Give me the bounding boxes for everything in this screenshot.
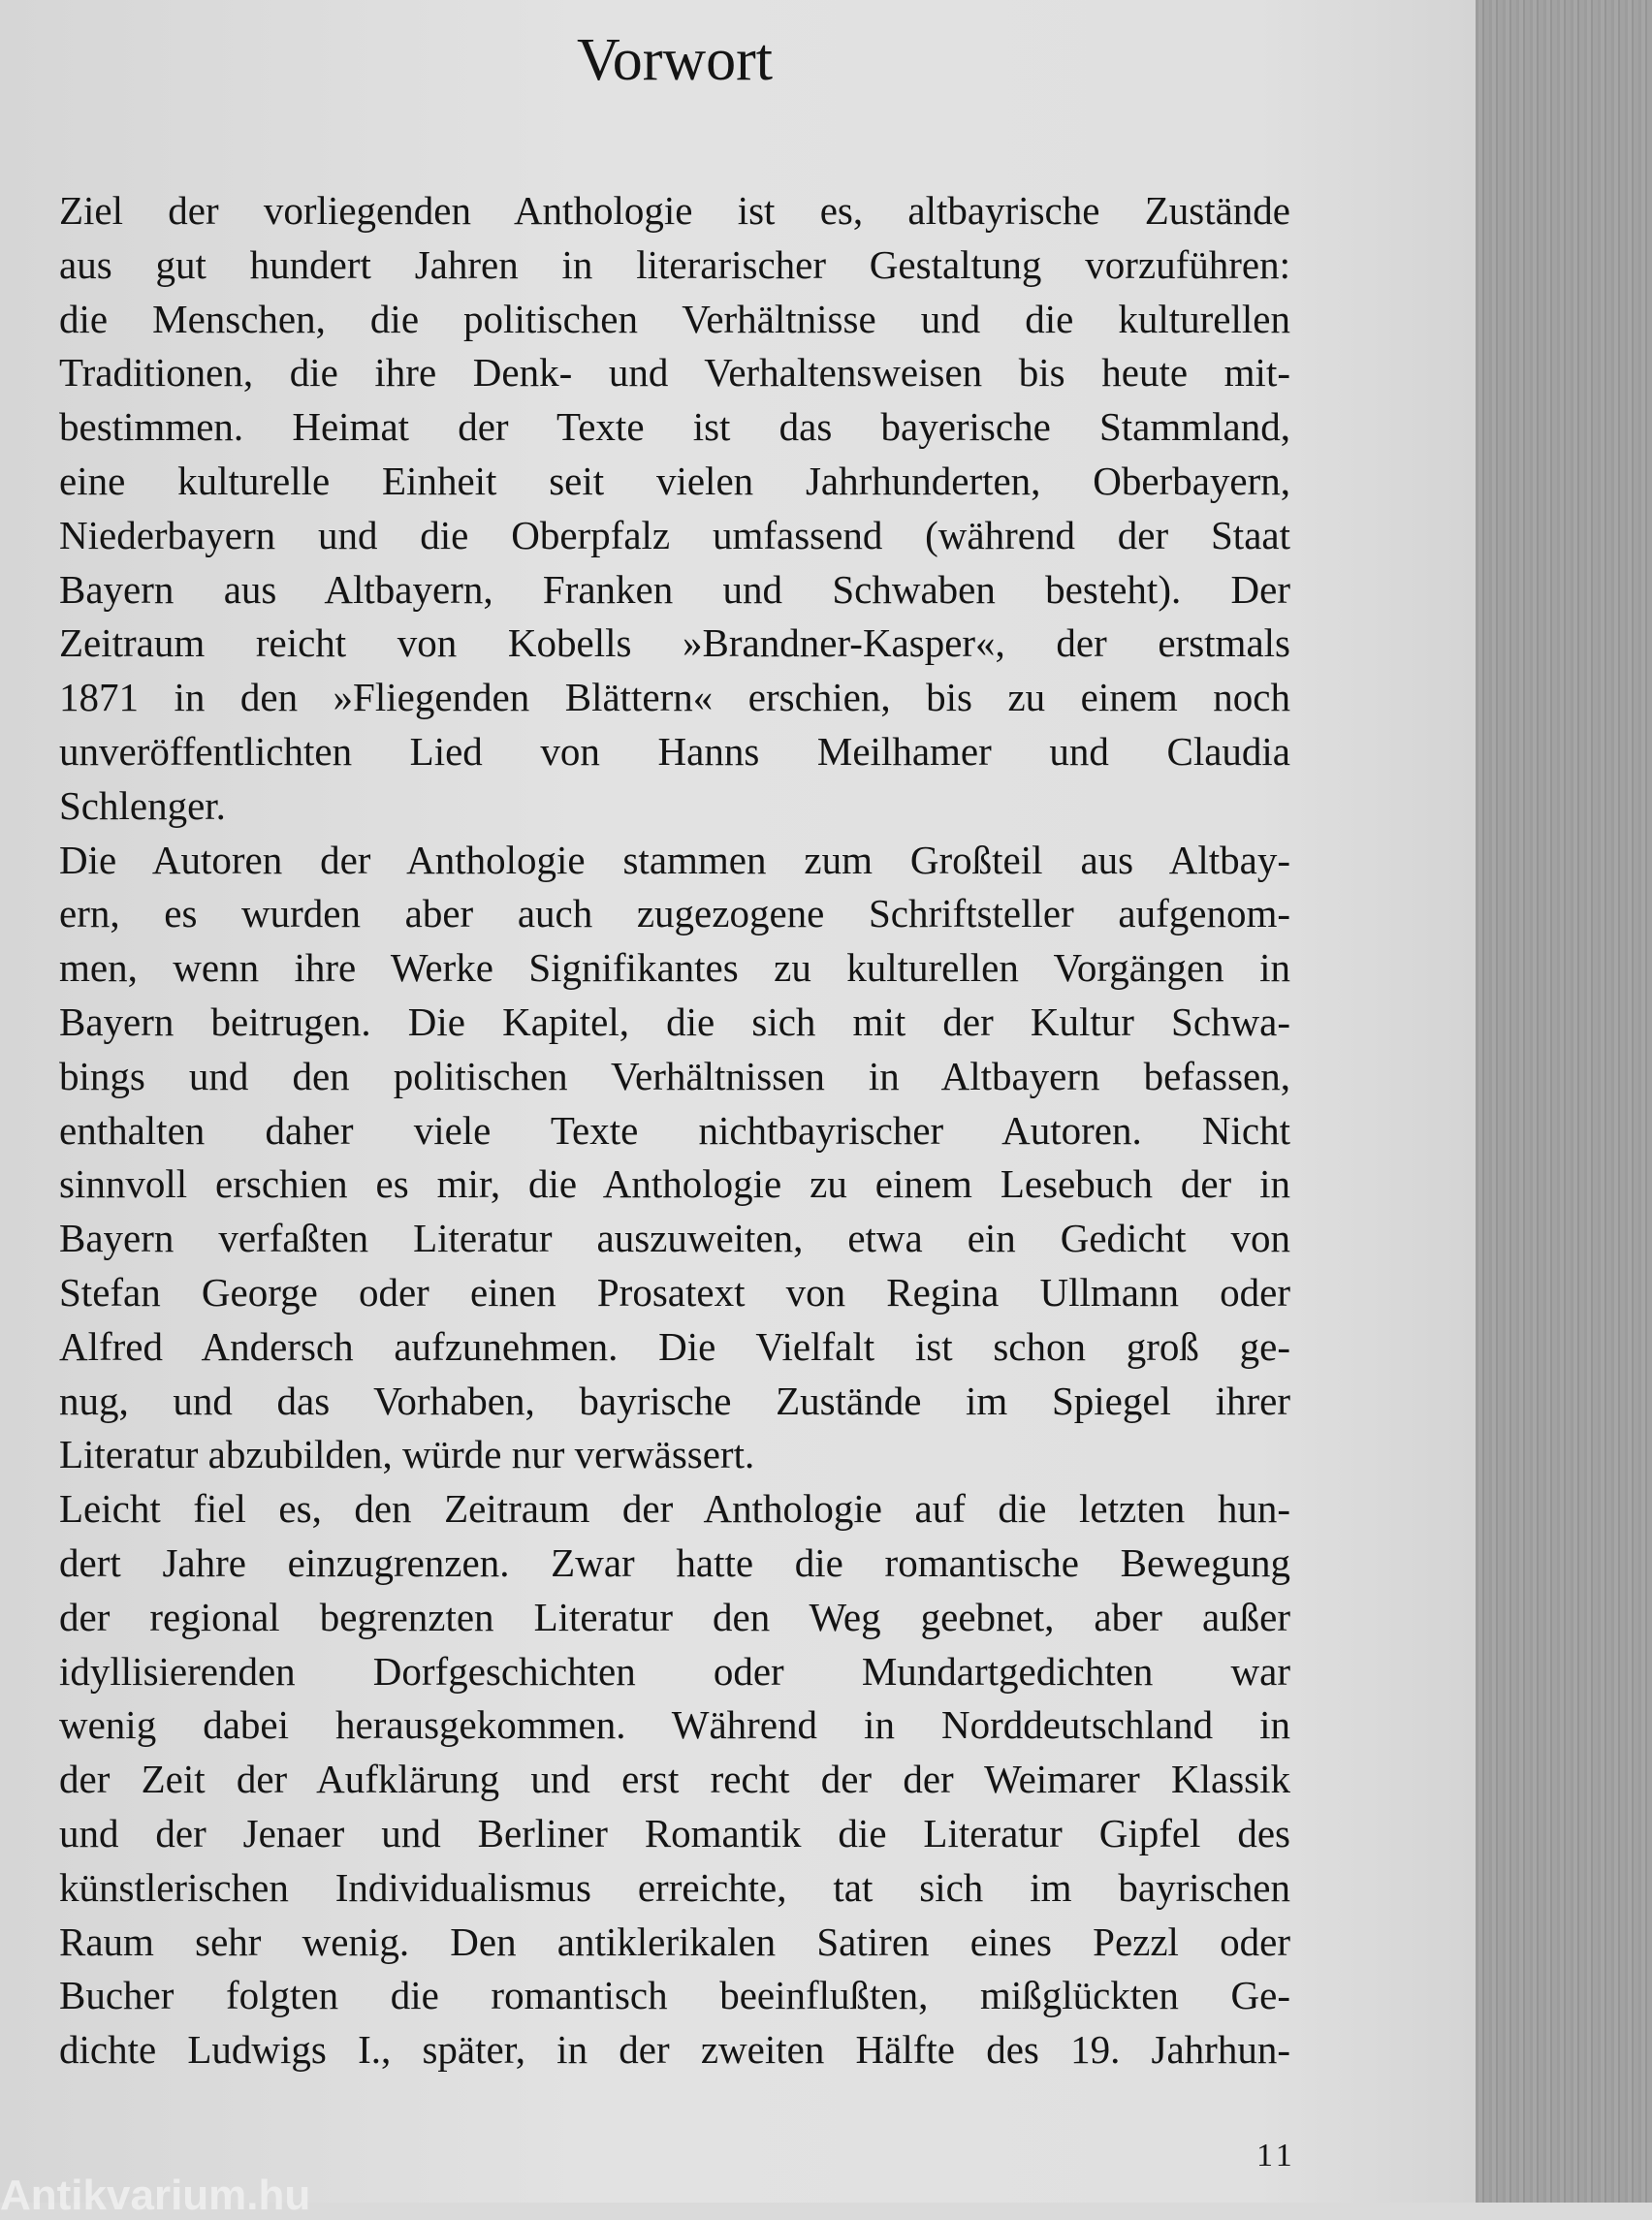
text-line: enthalten daher viele Texte nichtbayrischer Autoren. Nicht: [59, 1107, 1290, 1153]
text-line: bestimmen. Heimat der Texte ist das bayerische Stammland,: [59, 404, 1290, 450]
text-line: idyllisierenden Dorfgeschichten oder Mundartgedichten war: [59, 1648, 1290, 1694]
paragraph: [59, 1482, 1290, 2077]
text-line: Bayern aus Altbayern, Franken und Schwaben besteht). Der: [59, 566, 1290, 612]
background-surface: [1476, 0, 1652, 2203]
text-line: eine kulturelle Einheit seit vielen Jahrhunderten, Oberbayern,: [59, 458, 1290, 503]
text-line: Schlenger.: [59, 782, 226, 828]
watermark: Antikvarium.hu: [0, 2172, 311, 2219]
text-line: sinnvoll erschien es mir, die Anthologie zu einem Lesebuch der in: [59, 1161, 1290, 1207]
text-line: künstlerischen Individualismus erreichte, tat sich im bayrischen: [59, 1864, 1290, 1910]
text-line: Die Autoren der Anthologie stammen zum Großteil aus Altbay-: [59, 837, 1290, 882]
text-line: 1871 in den »Fliegenden Blättern« erschien, bis zu einem noch: [59, 675, 1290, 720]
text-line: Ziel der vorliegenden Anthologie ist es, altbayrische Zustände: [59, 188, 1290, 233]
text-line: aus gut hundert Jahren in literarischer Gestaltung vorzuführen:: [59, 241, 1290, 287]
text-line: Niederbayern und die Oberpfalz umfassend (während der Staat: [59, 512, 1290, 557]
page-number: 11: [1256, 2138, 1296, 2173]
body-text: [59, 184, 1290, 2077]
text-line: Raum sehr wenig. Den antiklerikalen Satiren eines Pezzl oder: [59, 1919, 1290, 1964]
text-line: nug, und das Vorhaben, bayrische Zustände im Spiegel ihrer: [59, 1378, 1290, 1423]
text-line: Bayern verfaßten Literatur auszuweiten, etwa ein Gedicht von: [59, 1216, 1290, 1261]
text-line: bings und den politischen Verhältnissen in Altbayern befassen,: [59, 1053, 1290, 1098]
text-line: Bucher folgten die romantisch beeinflußten, mißglückten Ge-: [59, 1973, 1290, 2018]
text-line: wenig dabei herausgekommen. Während in Norddeutschland in: [59, 1702, 1290, 1748]
text-line: Literatur abzubilden, würde nur verwässert.: [59, 1432, 755, 1477]
paragraph: [59, 184, 1290, 834]
text-line: Leicht fiel es, den Zeitraum der Anthologie auf die letzten hun-: [59, 1486, 1290, 1532]
text-line: dert Jahre einzugrenzen. Zwar hatte die romantische Bewegung: [59, 1539, 1290, 1585]
text-line: dichte Ludwigs I., später, in der zweiten Hälfte des 19. Jahrhun-: [59, 2027, 1290, 2073]
text-line: Zeitraum reicht von Kobells »Brandner-Kasper«, der erstmals: [59, 620, 1290, 666]
text-line: men, wenn ihre Werke Signifikantes zu kulturellen Vorgängen in: [59, 945, 1290, 991]
chapter-title: Vorwort: [576, 27, 774, 93]
text-line: ern, es wurden aber auch zugezogene Schriftsteller aufgenom-: [59, 891, 1290, 936]
text-line: die Menschen, die politischen Verhältnisse und die kulturellen: [59, 296, 1290, 341]
text-line: unveröffentlichten Lied von Hanns Meilhamer und Claudia: [59, 728, 1290, 774]
text-line: der Zeit der Aufklärung und erst recht der der Weimarer Klassik: [59, 1757, 1290, 1802]
text-line: Bayern beitrugen. Die Kapitel, die sich mit der Kultur Schwa-: [59, 999, 1290, 1044]
text-line: und der Jenaer und Berliner Romantik die Literatur Gipfel des: [59, 1810, 1290, 1855]
text-line: Alfred Andersch aufzunehmen. Die Vielfalt ist schon groß ge-: [59, 1323, 1290, 1369]
text-line: Traditionen, die ihre Denk- und Verhaltensweisen bis heute mit-: [59, 350, 1290, 396]
text-line: Stefan George oder einen Prosatext von Regina Ullmann oder: [59, 1269, 1290, 1315]
paragraph: [59, 834, 1290, 1483]
text-line: der regional begrenzten Literatur den Weg geebnet, aber außer: [59, 1594, 1290, 1639]
